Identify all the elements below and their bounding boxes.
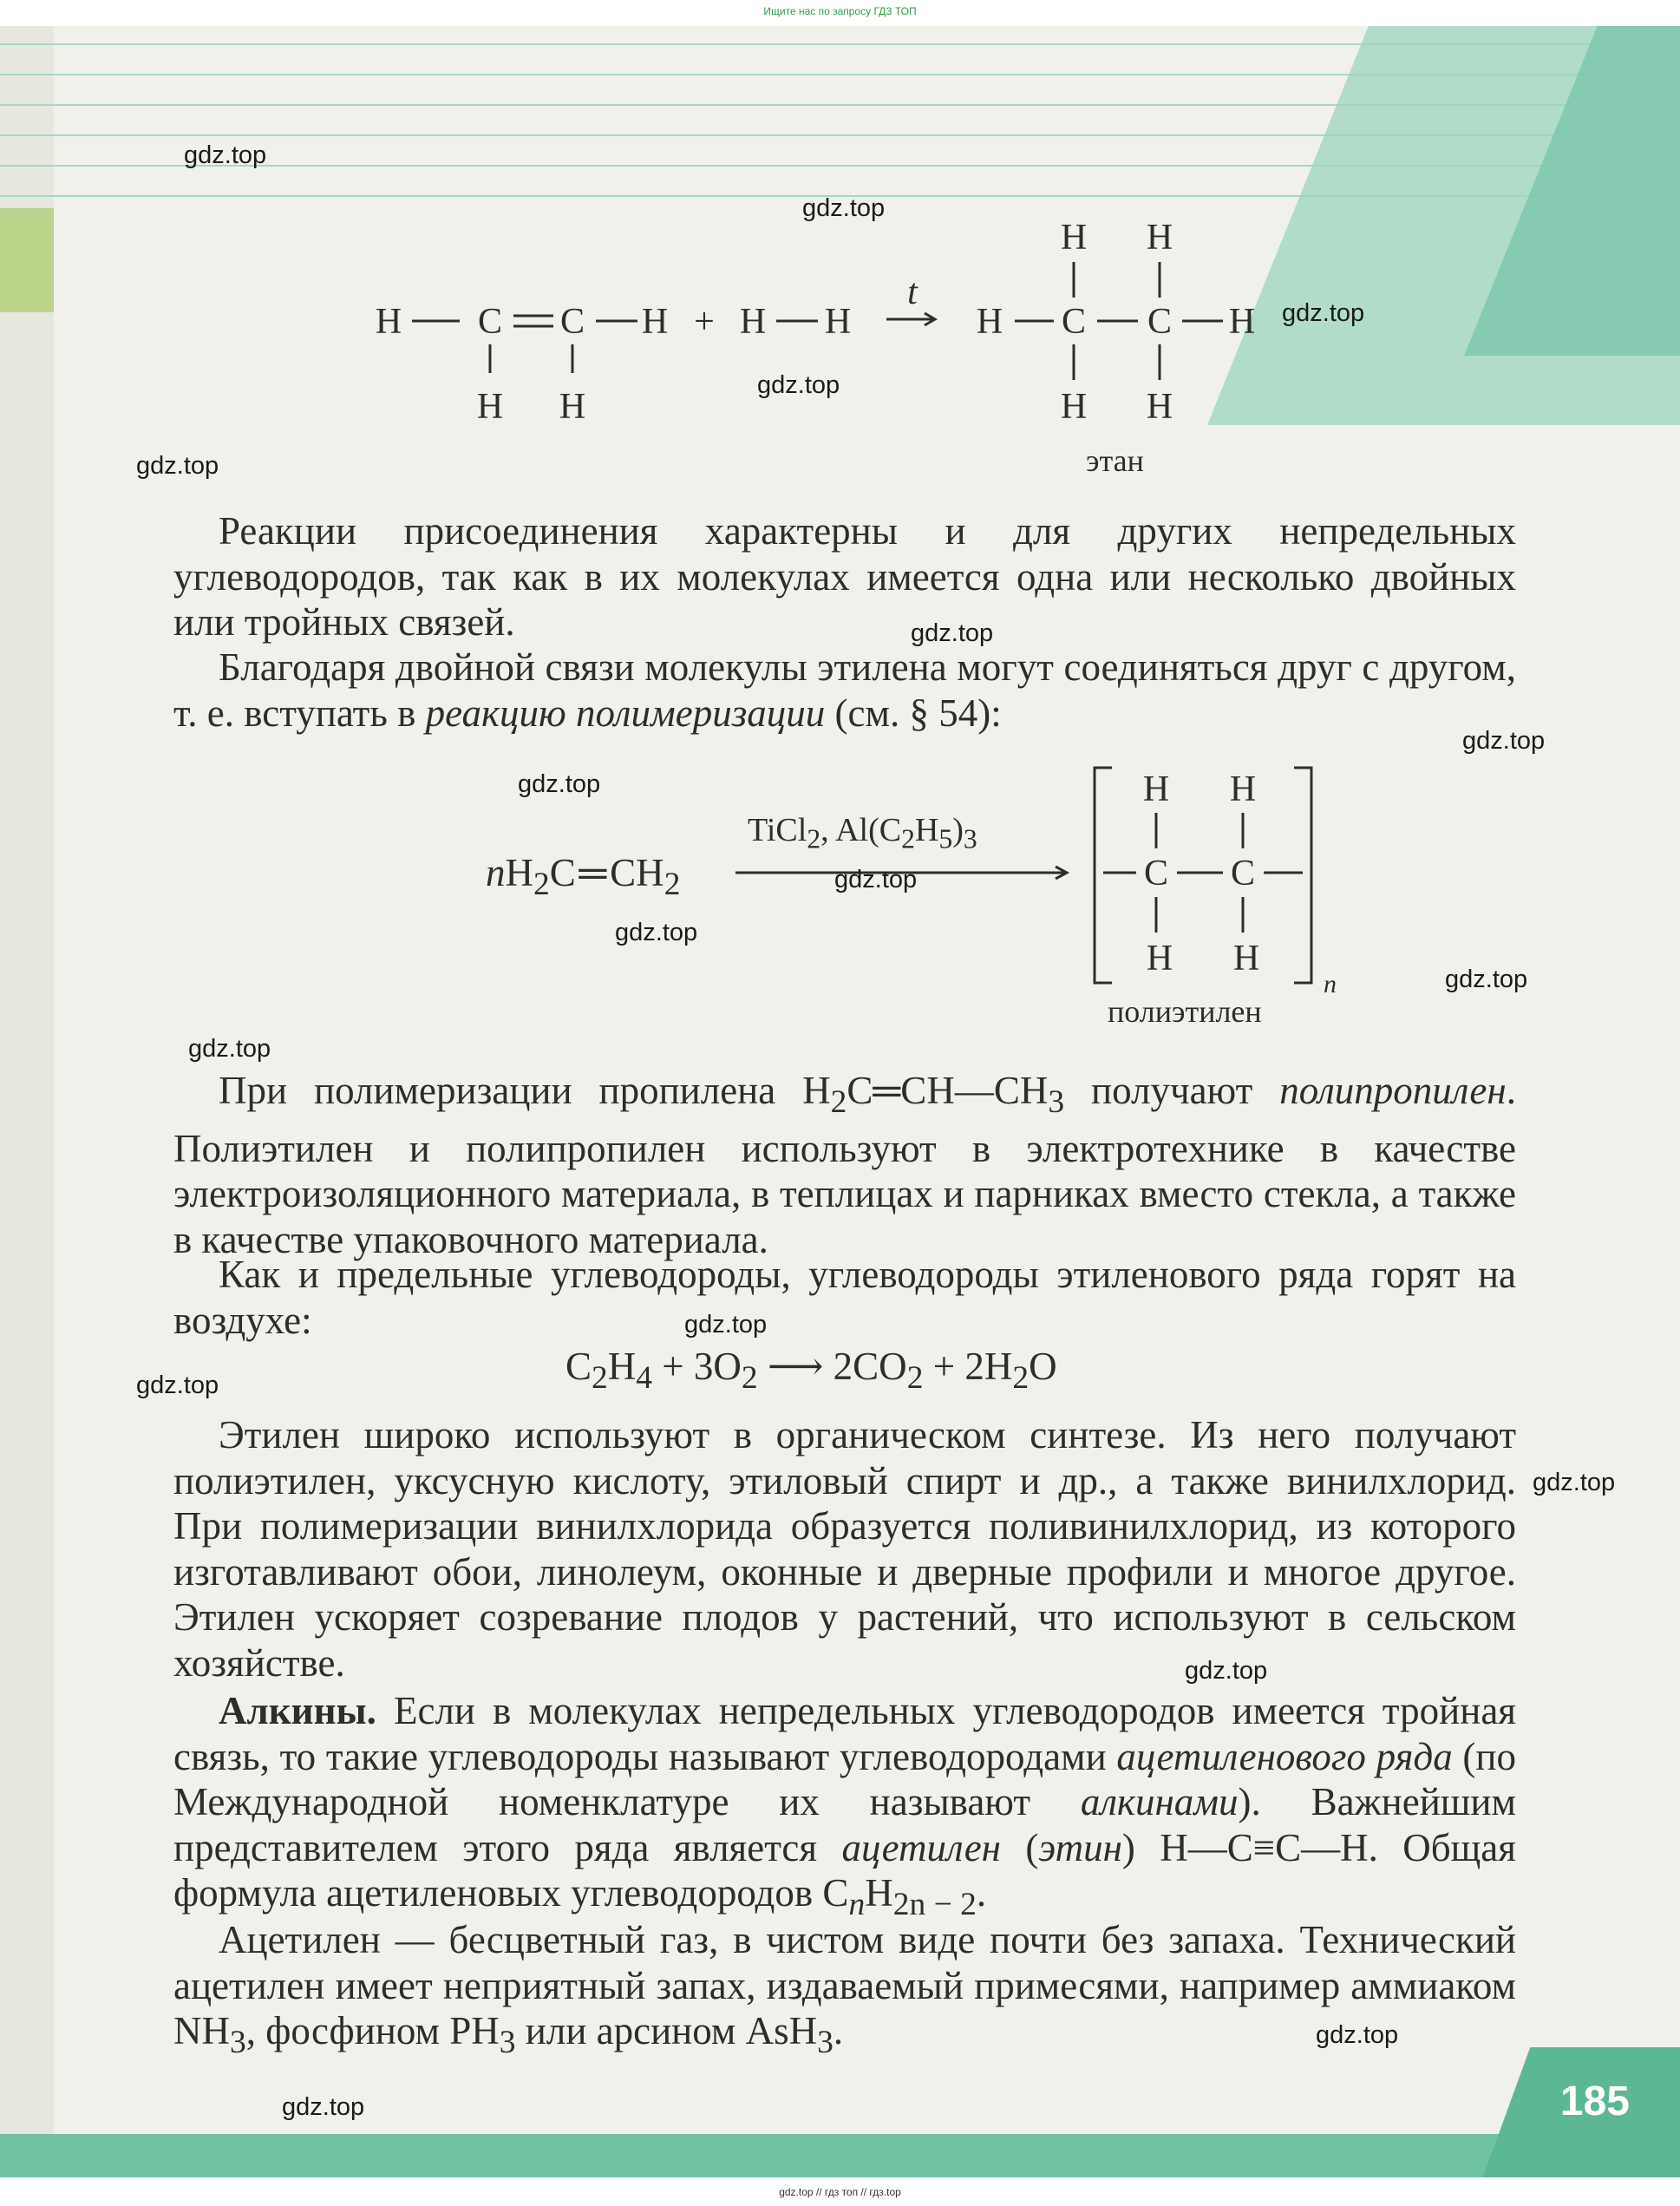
ethane-atom: C [1147,302,1173,342]
ethylene-atom: C [477,302,503,342]
polyethylene-atom: H [1229,769,1257,809]
watermark: gdz.top [188,1035,271,1063]
ethylene-atom: H [641,302,669,342]
watermark: gdz.top [684,1311,768,1339]
polyethylene-caption: полиэтилен [1108,994,1262,1029]
watermark: gdz.top [184,141,267,169]
ethane-atom: H [1146,218,1173,258]
watermark: gdz.top [802,194,886,222]
section-heading: Алкины. [219,1689,376,1732]
watermark: gdz.top [834,866,918,894]
ethane-atom: H [1060,218,1088,258]
header-note: Ищите нас по запросу ГДЗ ТОП [763,5,917,17]
watermark: gdz.top [1282,299,1365,327]
paragraph-alkynes: Алкины. Если в молекулах непредельных углеводородов имеется тройная связь, то такие углеводороды называют углеводородами ацетиленового ряда (по Международной номенклатуре их называют алкинами). Важнейшим представителем этого ряда является ацетилен (этин) H—C≡C—H. Общая формула ацетиленовых углеводородов $C_nH_{2n - 2}$. [173,1689,1516,1922]
reaction-arrow: ⟶ [757,1345,833,1388]
right-bracket [1294,768,1311,983]
hydrogen-atom: H [824,302,852,342]
watermark: gdz.top [757,371,840,399]
paragraph-addition: Реакции присоединения характерны и для других непредельных углеводородов, так как в их молекулах имеется одна или несколько двойных или тройных связей. [173,509,1516,644]
left-bracket [1095,768,1112,983]
ethane-atom: H [1228,302,1256,342]
watermark: gdz.top [911,619,994,647]
paragraph-polymerization: Благодаря двойной связи молекулы этилена могут соединяться друг с другом, т. е. вступать в реакцию полимеризации (см. § 54): [173,645,1516,735]
ethane-atom: C [1061,302,1087,342]
combustion-equation: $C_2H_4 + 3O_2$ ⟶ $2CO_2 + 2H_2O$ [565,1345,1057,1396]
footer-note: gdz.top // гдз топ // гдз.top [779,2186,901,2198]
watermark: gdz.top [1533,1469,1616,1496]
watermark: gdz.top [1445,966,1528,993]
ethane-atom: H [976,302,1003,342]
polymer-index: n [1324,970,1337,998]
page-number: 185 [1559,2078,1630,2124]
ethane-caption: этан [1086,443,1144,478]
polyethylene-atom: H [1146,939,1173,979]
catalyst-label: TiCl$_2$, $Al(C_2H_5)_3$ [748,812,977,854]
reaction-condition: t [907,272,918,312]
paragraph-propylene: При полимеризации пропилена $H_2C═CH—CH_3$ получают полипропилен. Полиэтилен и полипропилен используют в электротехнике в качестве электроизоляционного материала, в теплицах и парниках вместо стекла, а также в качестве упаковочного материала. [173,1069,1516,1261]
ethylene-atom: C [559,302,585,342]
paragraph-ethylene-uses: Этилен широко используют в органическом синтезе. Из него получают полиэтилен, уксусную кислоту, этиловый спирт и др., а также винилхлорид. При полимеризации винилхлорида образуется поливинилхлорид, из которого изготавливают обои, линолеум, оконные и дверные профили и многое другое. Этилен ускоряет созревание плодов у растений, что используют в сельском хозяйстве. [173,1413,1516,1685]
watermark: gdz.top [1185,1657,1268,1685]
watermark: gdz.top [615,919,698,946]
watermark: gdz.top [1316,2021,1399,2049]
paragraph-acetylene: Ацетилен — бесцветный газ, в чистом виде почти без запаха. Технический ацетилен имеет неприятный запах, издаваемый примесями, например аммиаком $NH_3$, фосфином $PH_3$ или арсином AsH$_3$. [173,1918,1516,2060]
watermark: gdz.top [136,1371,219,1399]
coefficient-n: n [486,851,506,894]
ethane-atom: H [1146,387,1173,427]
polyethylene-atom: H [1232,939,1260,979]
hydrogen-atom: H [739,302,767,342]
plus-sign: + [694,302,715,342]
ethylene-atom: H [476,387,504,427]
ethylene-reactant: $nH_2C$ ═ $CH_2$ [486,851,681,902]
watermark: gdz.top [1462,727,1546,755]
polyethylene-atom: C [1143,854,1169,894]
ethane-atom: H [1060,387,1088,427]
paragraph-combustion: Как и предельные углеводороды, углеводороды этиленового ряда горят на воздухе: [173,1253,1516,1342]
watermark: gdz.top [282,2093,365,2121]
reaction-polymerization [735,768,1337,998]
polyethylene-atom: C [1230,854,1256,894]
ethylene-atom: H [375,302,402,342]
polyethylene-atom: H [1142,769,1170,809]
ethylene-atom: H [559,387,586,427]
watermark: gdz.top [136,452,219,480]
watermark: gdz.top [518,770,601,798]
